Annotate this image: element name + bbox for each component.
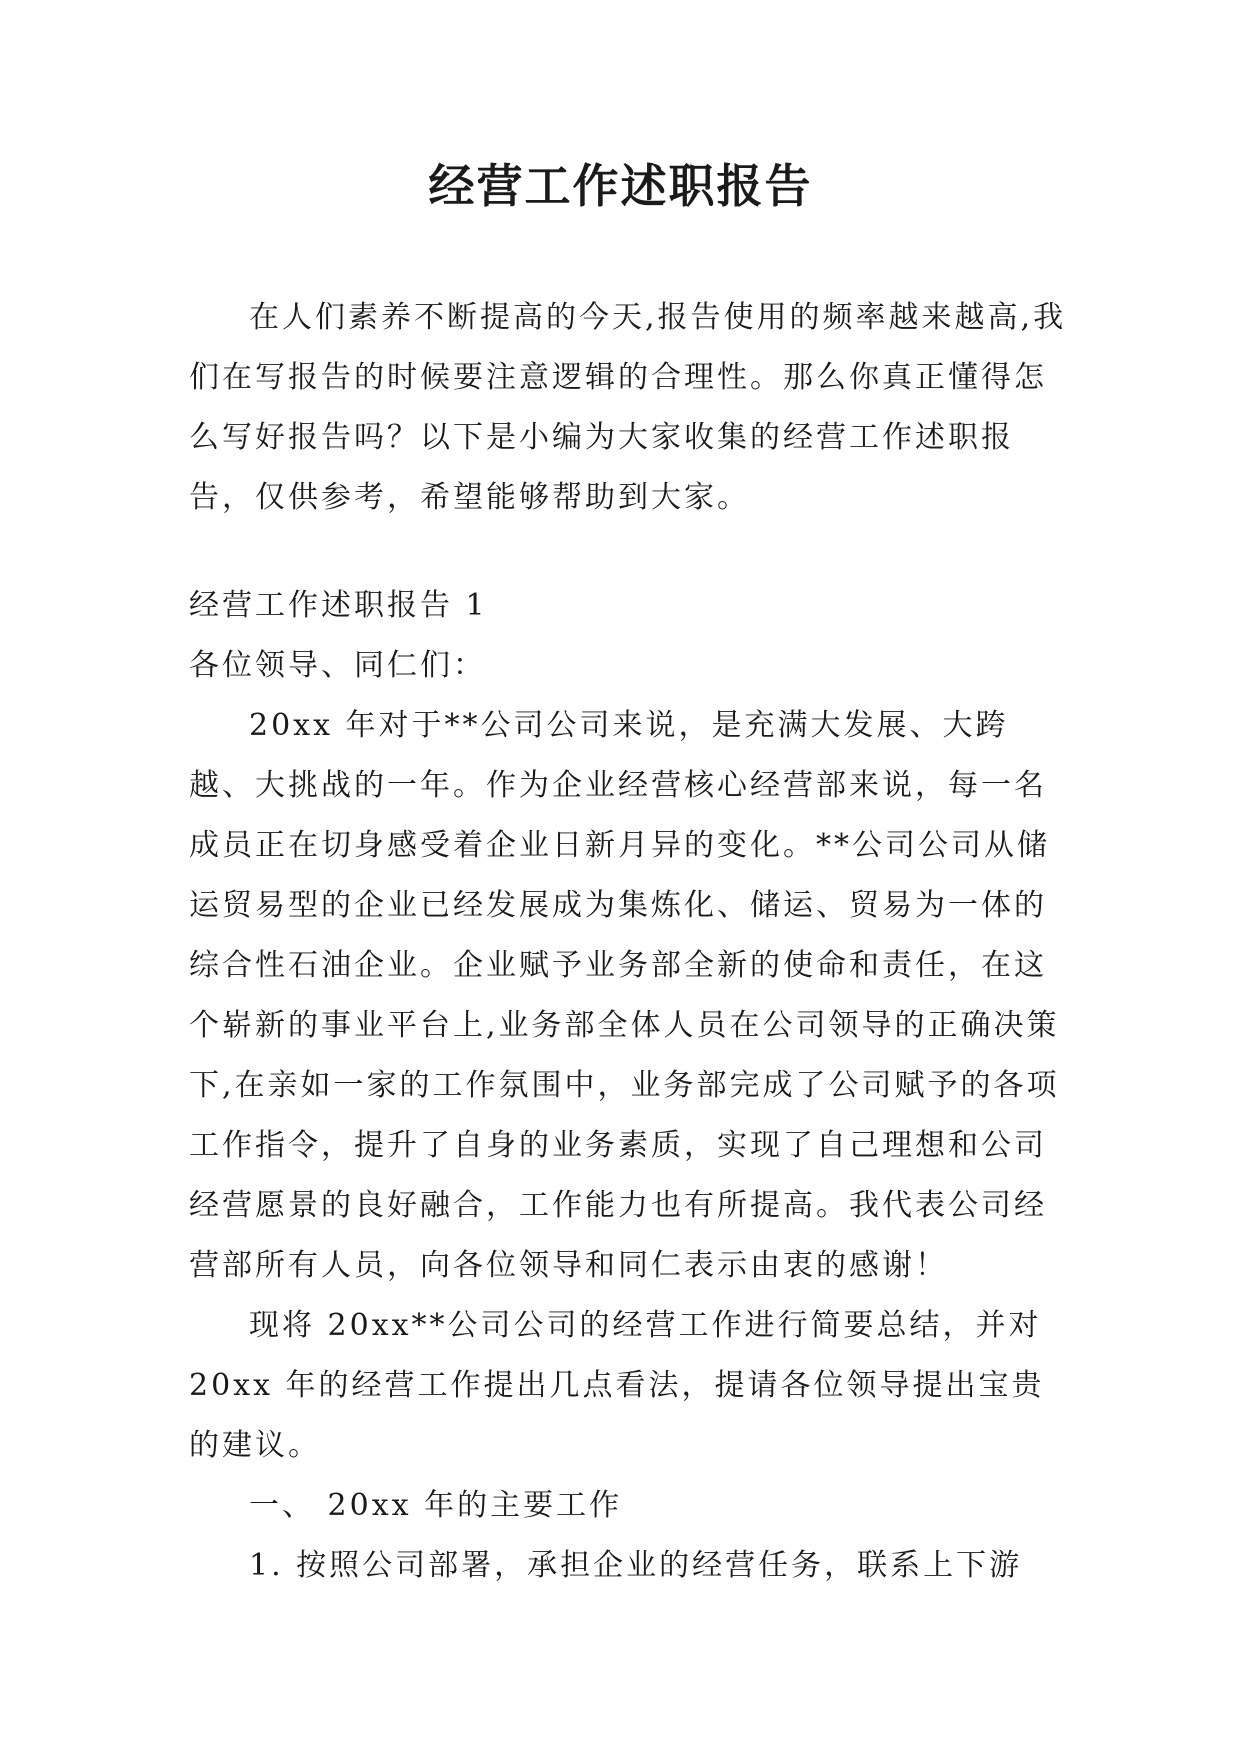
subheading-main-work: 一、 20xx 年的主要工作 (249, 1488, 623, 1523)
salutation: 各位领导、同仁们： (189, 648, 486, 683)
document-title: 经营工作述职报告 (428, 159, 813, 213)
body-paragraph-1: 20xx 年对于**公司公司来说，是充满大发展、大跨越、大挑战的一年。作为企业经营核心经营部来说，每一名成员正在切身感受着企业日新月异的变化。**公司公司从储运贸易型的企业已经发展成为集炼化、储运、贸易为一体的综合性石油企业。企业赋予业务部全新的使命和责任，在这个崭新的事业平台上,业务部全体人员在公司领导的正确决策下,在亲如一家的工作氛围中，业务部完成了公司赋予的各项工作指令，提升了自身的业务素质，实现了自己理想和公司经营愿景的良好融合，工作能力也有所提高。我代表公司经营部所有人员，向各位领导和同仁表示由衷的感谢！ (189, 708, 1060, 1283)
body-paragraph-2: 现将 20xx**公司公司的经营工作进行简要总结，并对 20xx 年的经营工作提出几点看法，提请各位领导提出宝贵的建议。 (189, 1308, 1045, 1463)
intro-paragraph: 在人们素养不断提高的今天,报告使用的频率越来越高,我们在写报告的时候要注意逻辑的合理性。那么你真正懂得怎么写好报告吗？以下是小编为大家收集的经营工作述职报告，仅供参考，希望能够帮助到大家。 (189, 300, 1067, 515)
list-item-1: 1. 按照公司部署，承担企业的经营任务，联系上下游 (249, 1548, 1023, 1583)
intro-section (189, 288, 1069, 528)
section-heading: 经营工作述职报告 1 (189, 588, 488, 623)
report-body (189, 576, 1069, 1596)
